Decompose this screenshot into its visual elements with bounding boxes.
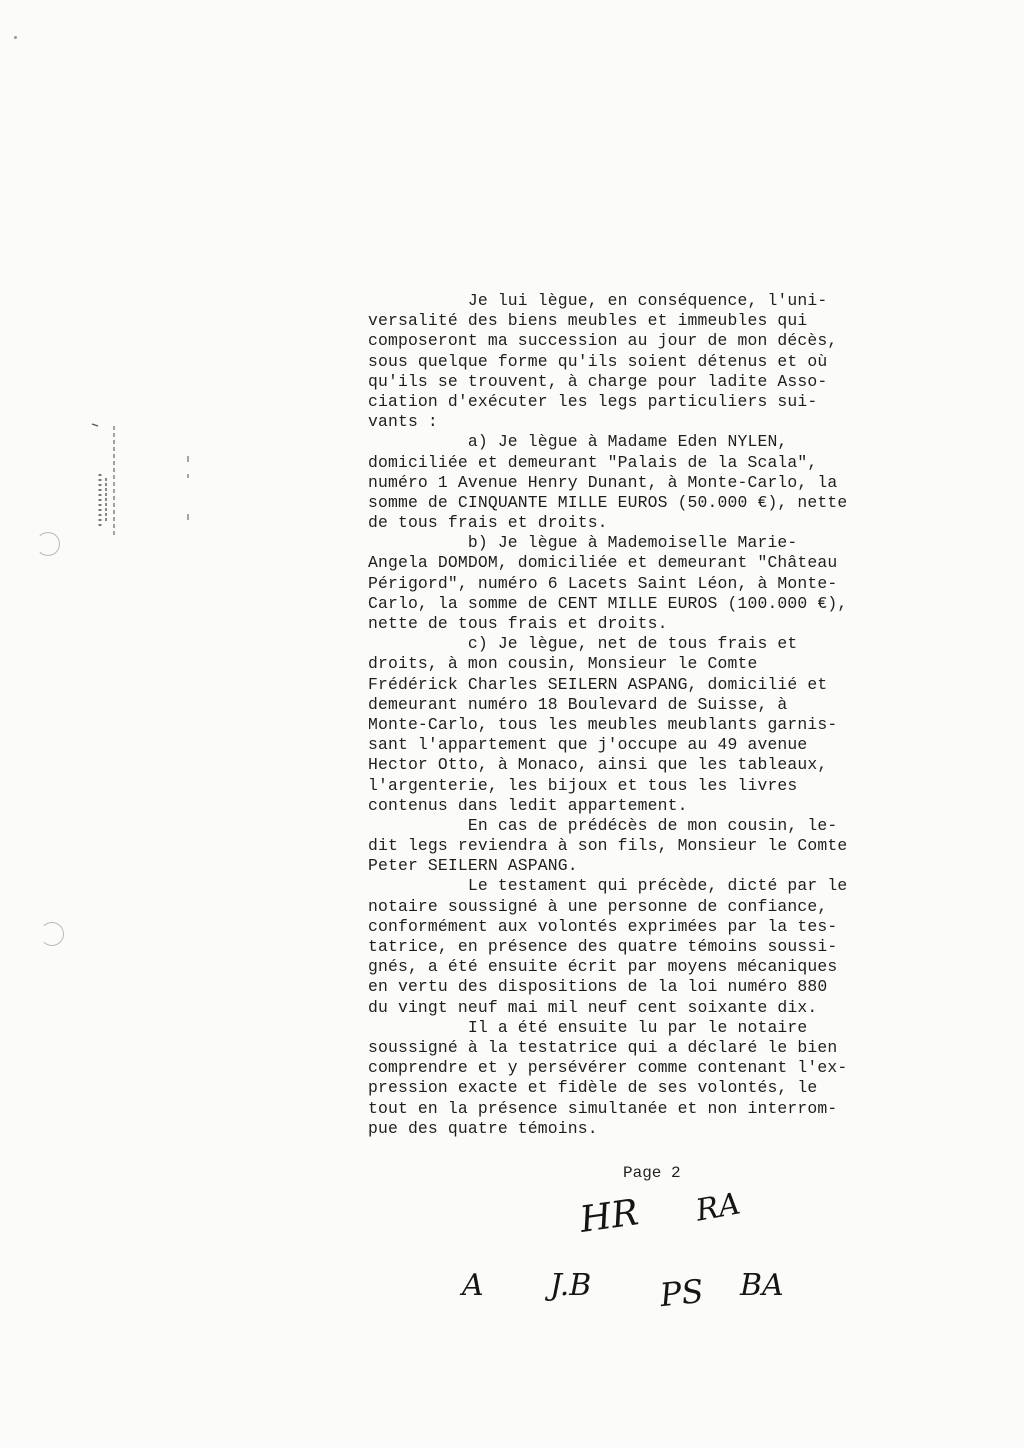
text-line: sous quelque forme qu'ils soient détenus et où <box>368 351 828 371</box>
text-line: qu'ils se trouvent, à charge pour ladite Asso- <box>368 371 828 391</box>
text-line: Il a été ensuite lu par le notaire <box>368 1017 808 1037</box>
text-line: l'argenterie, les bijoux et tous les livres <box>368 775 798 795</box>
handwritten-initials-5: PS <box>658 1271 706 1315</box>
margin-stamp-mark <box>84 418 124 548</box>
text-line: demeurant numéro 18 Boulevard de Suisse, à <box>368 694 788 714</box>
text-line: numéro 1 Avenue Henry Dunant, à Monte-Carlo, la <box>368 472 838 492</box>
text-line: sant l'appartement que j'occupe au 49 avenue <box>368 735 808 755</box>
text-line: en vertu des dispositions de la loi numéro 880 <box>368 977 828 997</box>
text-line: ciation d'exécuter les legs particuliers sui- <box>368 391 818 411</box>
text-line: Carlo, la somme de CENT MILLE EUROS (100.000 €), <box>368 593 848 613</box>
text-line: comprendre et y persévérer comme contenant l'ex- <box>368 1058 848 1078</box>
text-line: versalité des biens meubles et immeubles qui <box>368 311 808 331</box>
text-line: En cas de prédécès de mon cousin, le- <box>368 815 838 835</box>
text-line: Périgord", numéro 6 Lacets Saint Léon, à Monte- <box>368 573 838 593</box>
text-line: conformément aux volontés exprimées par la tes- <box>368 916 838 936</box>
text-line: Monte-Carlo, tous les meubles meublants garnis- <box>368 714 838 734</box>
text-line: nette de tous frais et droits. <box>368 614 668 633</box>
text-line: Angela DOMDOM, domiciliée et demeurant "Château <box>368 553 838 573</box>
punch-hole-lower <box>40 922 64 946</box>
handwritten-initials-6: BA <box>740 1268 784 1303</box>
text-line: Hector Otto, à Monaco, ainsi que les tableaux, <box>368 755 828 775</box>
text-line: a) Je lègue à Madame Eden NYLEN, <box>368 432 788 452</box>
text-line: b) Je lègue à Mademoiselle Marie- <box>368 533 798 553</box>
text-line: de tous frais et droits. <box>368 513 608 533</box>
text-line: c) Je lègue, net de tous frais et <box>368 634 798 654</box>
text-line: dit legs reviendra à son fils, Monsieur le Comte <box>368 836 848 856</box>
text-line: tout en la présence simultanée et non interrom- <box>368 1098 838 1118</box>
text-line: Le testament qui précède, dicté par le <box>368 876 848 896</box>
text-line: pression exacte et fidèle de ses volontés, le <box>368 1078 818 1098</box>
handwritten-initials-2: RA <box>693 1186 743 1229</box>
testament-body-text <box>368 291 948 1139</box>
handwritten-initials-3: A <box>462 1268 484 1303</box>
scan-speck <box>14 36 17 39</box>
page-number: Page 2 <box>623 1164 681 1182</box>
text-line: Peter SEILERN ASPANG. <box>368 856 578 876</box>
text-line: composeront ma succession au jour de mon décès, <box>368 331 838 351</box>
text-line: soussigné à la testatrice qui a déclaré le bien <box>368 1037 838 1057</box>
punch-hole-upper <box>36 532 60 556</box>
margin-dots <box>186 454 190 524</box>
text-line: somme de CINQUANTE MILLE EUROS (50.000 €), nette <box>368 492 848 512</box>
text-line: gnés, a été ensuite écrit par moyens mécaniques <box>368 957 838 977</box>
text-line: pue des quatre témoins. <box>368 1118 598 1138</box>
text-line: Frédérick Charles SEILERN ASPANG, domicilié et <box>368 674 828 694</box>
text-line: contenus dans ledit appartement. <box>368 795 688 815</box>
text-line: du vingt neuf mai mil neuf cent soixante dix. <box>368 997 818 1017</box>
text-line: vants : <box>368 412 438 432</box>
text-line: domiciliée et demeurant "Palais de la Scala", <box>368 452 818 472</box>
handwritten-initials-1: HR <box>577 1192 642 1241</box>
handwritten-initials-4: J.B <box>550 1268 592 1303</box>
text-line: Je lui lègue, en conséquence, l'uni- <box>368 291 828 310</box>
text-line: notaire soussigné à une personne de confiance, <box>368 896 828 916</box>
text-line: droits, à mon cousin, Monsieur le Comte <box>368 654 758 674</box>
text-line: tatrice, en présence des quatre témoins soussi- <box>368 937 838 956</box>
